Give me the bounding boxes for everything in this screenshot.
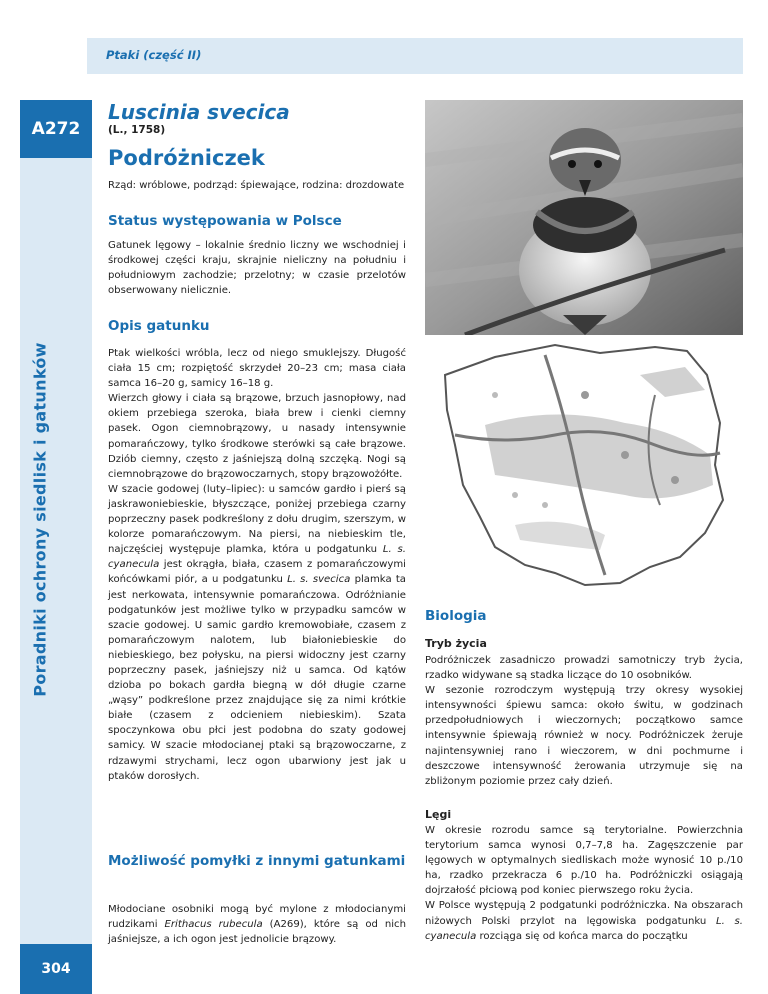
confusion-heading: Możliwość pomyłki z innymi gatunkami	[108, 853, 406, 869]
description-paragraph: Ptak wielkości wróbla, lecz od niego smuklejszy. Długość ciała 15 cm; rozpiętość skrzydeł 20–23 cm; masa ciała samca 16–20 g, samicy 16–18 g.	[108, 348, 406, 390]
polish-name: Podróżniczek	[108, 146, 265, 170]
life-paragraph: W sezonie rozrodczym występują trzy okresy wysokiej intensywności śpiewu samca: około świtu, w godzinach przedpołudniowych i wieczornych; początkowo samce intensywnie śpiewają również w nocy. Podróżniczek żeruje najintensywniej rano i wieczorem, w dni pochmurne i deszczowe intensywność żerowania utrzymuje się na zbliżonym poziomie przez cały dzień.	[425, 685, 743, 787]
subspecies-name: L. s. cyanecula	[108, 544, 406, 571]
breeding-heading: Lęgi	[425, 808, 452, 821]
series-title: Poradniki ochrony siedlisk i gatunków	[30, 342, 50, 697]
running-title: Ptaki (część II)	[106, 48, 202, 62]
page-number: 304	[20, 944, 92, 994]
description-paragraph: W szacie godowej (luty–lipiec): u samców gardło i pierś są jaskrawoniebieskie, błyszczące, poniżej przebiega czarny poprzeczny pasek podkreślony z dołu drugim, szerszym, w kolorze pomarańczowym. Na piersi, na niebieskim tle, najczęściej występuje plamka, która u podgatunku L. s. cyanecula jest okrągła, biała, czasem z pomarańczowymi końcówkami piór, a u podgatunku L. s. svecica plamka ta jest nerkowata, intensywnie pomarańczowa. Odróżnianie podgatunków jest możliwe tylko w przypadku samców w szacie godowej. U samic gardło kremowobiałe, czasem z pomarańczowym nalotem, lub białoniebieskie do niebieskiego, bez połysku, na piersi widoczny jest czarny poprzeczny pasek, jaśniejszy niż u samca. Od kątów dzioba po bokach gardła biegną w dół długie czarne „wąsy” podkreślone przez znajdujące się za nimi krótkie białe (czasem z odcieniem niebieskim). Szata spoczynkowa obu płci jest podobna do szaty godowej samicy. W szacie młodocianej ptaki są brązowoczarne, z rdzawymi strychami, lecz ogon ubarwiony jest jak u ptaków dorosłych.	[108, 483, 406, 782]
taxonomy-line: Rząd: wróblowe, podrząd: śpiewające, rodzina: drozdowate	[108, 180, 405, 191]
life-body	[425, 653, 743, 789]
latin-name: Luscinia svecica	[108, 100, 290, 124]
description-heading: Opis gatunku	[108, 318, 210, 334]
biology-heading: Biologia	[425, 608, 487, 624]
distribution-map	[425, 335, 743, 603]
breeding-body	[425, 823, 743, 944]
description-body	[108, 346, 406, 784]
life-paragraph: Podróżniczek zasadniczo prowadzi samotniczy tryb życia, rzadko widywane są stadka liczące do 10 osobników.	[425, 655, 743, 682]
life-heading: Tryb życia	[425, 637, 487, 650]
confusion-text: Młodociane osobniki mogą być mylone z młodocianymi rudzikami Erithacus rubecula (A269), które są od nich jaśniejsze, a ich ogon jest jednolicie brązowy.	[108, 904, 407, 946]
species-code: A272	[20, 100, 92, 158]
breeding-paragraph: W okresie rozrodu samce są terytorialne. Powierzchnia terytorium samca wynosi 0,7–7,8 ha. Zagęszczenie par lęgowych w optymalnych siedliskach może wynosić 10 p./10 ha, rzadko przekracza 6 p./10 ha. Podróżniczki osiągają dojrzałość płciową pod koniec pierwszego roku życia.	[425, 825, 743, 897]
status-text: Gatunek lęgowy – lokalnie średnio liczny we wschodniej i środkowej części kraju, skrajnie nieliczny na południu i południowym zachodzie; przelotny; w czasie przelotów obserwowany nielicznie.	[108, 240, 406, 297]
breeding-paragraph: W Polsce występują 2 podgatunki podróżniczka. Na obszarach niżowych Polski przylot na lęgowiska podgatunku L. s. cyanecula rozciąga się od końca marca do początku	[425, 900, 743, 942]
subspecies-name: L. s. svecica	[287, 574, 351, 586]
description-paragraph: Wierzch głowy i ciała są brązowe, brzuch jasnopłowy, nad okiem przebiega szeroka, biała brew i cienki ciemny pasek. Ogon ciemnobrązowy, u nasady intensywnie pomarańczowy, tylko środkowe sterówki są całe brązowe. Dziób ciemny, często z jaśniejszą dolną szczęką. Nogi są ciemnobrązowe do brązowoczarnych, stopy brązowożółte.	[108, 393, 406, 480]
subspecies-name: L. s. cyanecula	[425, 915, 743, 942]
status-heading: Status występowania w Polsce	[108, 213, 342, 229]
latin-inline: Erithacus rubecula	[164, 919, 263, 931]
species-author: (L., 1758)	[108, 124, 166, 136]
